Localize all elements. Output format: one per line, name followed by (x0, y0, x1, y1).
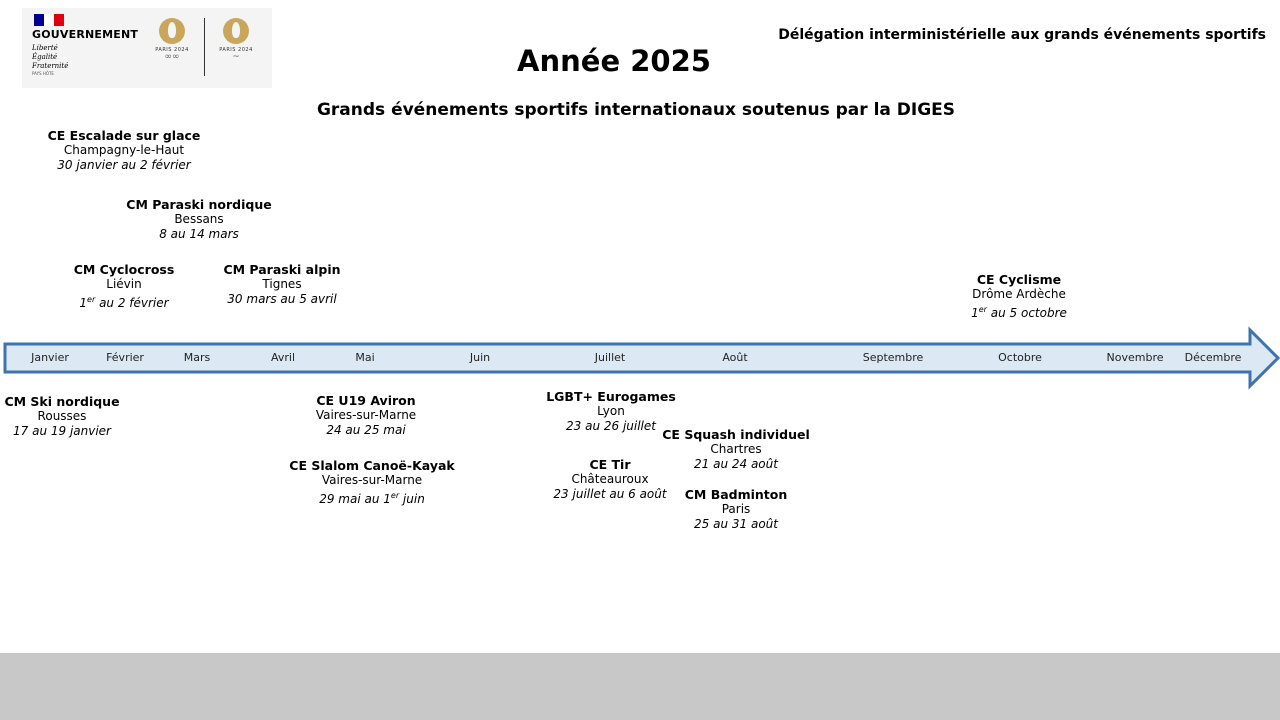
event-dates: 23 juillet au 6 août (553, 487, 667, 501)
paralympic-flame-icon (223, 18, 249, 44)
event-name: CE Squash individuel (662, 427, 810, 442)
event-place: Liévin (106, 277, 142, 291)
month-octobre: Octobre (998, 351, 1042, 364)
month-decembre: Décembre (1184, 351, 1242, 364)
event-place: Vaires-sur-Marne (321, 473, 423, 487)
month-juin: Juin (469, 351, 491, 364)
event-dates: 29 mai au 1er juin (319, 491, 425, 506)
event-card (685, 487, 788, 532)
motto-liberte: Liberté (32, 44, 58, 52)
government-sub: PAYS HÔTE (32, 71, 54, 76)
event-dates: 30 mars au 5 avril (227, 292, 337, 306)
event-place: Lyon (597, 404, 625, 418)
event-dates: 21 au 24 août (694, 457, 778, 471)
event-card (289, 458, 454, 507)
event-dates: 24 au 25 mai (326, 423, 406, 437)
paris-2024-para-label: PARIS 2024 (219, 47, 253, 53)
event-name: CM Ski nordique (4, 394, 120, 409)
event-dates: 1er au 2 février (79, 295, 169, 310)
paris-2024-label: PARIS 2024 (155, 47, 189, 53)
month-mai: Mai (355, 351, 375, 364)
event-dates: 1er au 5 octobre (971, 305, 1067, 320)
event-place: Vaires-sur-Marne (315, 408, 417, 422)
event-name: CM Cyclocross (73, 262, 175, 277)
month-mars: Mars (183, 351, 211, 364)
event-card (126, 197, 271, 242)
paralympic-agitos-icon: ~ (232, 52, 240, 62)
event-name: CE Cyclisme (976, 272, 1062, 287)
event-name: CE Escalade sur glace (47, 128, 201, 143)
month-juillet: Juillet (594, 351, 626, 364)
event-name: CM Paraski alpin (223, 262, 341, 277)
event-card (553, 457, 666, 502)
month-janvier: Janvier (31, 351, 69, 364)
event-place: Rousses (37, 409, 87, 423)
french-flag-icon (34, 14, 64, 26)
event-place: Tignes (262, 277, 302, 291)
event-place: Drôme Ardèche (972, 287, 1066, 301)
motto-egalite: Égalité (32, 53, 58, 61)
page-subtitle: Grands événements sportifs internationaux soutenus par la DIGES (316, 100, 956, 120)
delegation-name: Délégation interministérielle aux grands événements sportifs (778, 27, 1266, 43)
event-name: CE Slalom Canoë-Kayak (289, 458, 455, 473)
event-place: Châteauroux (571, 472, 649, 486)
event-card (662, 427, 810, 472)
event-card (74, 262, 175, 311)
month-aout: Août (722, 351, 748, 364)
month-novembre: Novembre (1106, 351, 1164, 364)
motto-fraternite: Fraternité (32, 62, 69, 70)
event-card (316, 393, 416, 438)
event-dates: 8 au 14 mars (159, 227, 239, 241)
event-card (48, 128, 201, 173)
footer-band (0, 653, 1280, 720)
event-card (4, 394, 119, 439)
event-place: Paris (721, 502, 751, 516)
month-avril: Avril (270, 351, 296, 364)
event-name: CM Badminton (684, 487, 788, 502)
event-dates: 30 janvier au 2 février (57, 158, 191, 172)
event-place: Chartres (710, 442, 762, 456)
page-title: Année 2025 (517, 44, 711, 78)
olympic-flame-icon (159, 18, 185, 44)
event-dates: 23 au 26 juillet (566, 419, 656, 433)
month-fevrier: Février (106, 351, 144, 364)
event-card (546, 389, 676, 434)
event-card (223, 262, 340, 307)
event-place: Champagny-le-Haut (63, 143, 185, 157)
event-name: LGBT+ Eurogames (546, 389, 676, 404)
government-name: GOUVERNEMENT (32, 28, 139, 41)
event-name: CE U19 Aviron (316, 393, 416, 408)
event-place: Bessans (174, 212, 224, 226)
olympic-rings-icon: ∞∞ (164, 52, 180, 62)
month-septembre: Septembre (862, 351, 924, 364)
event-name: CE Tir (589, 457, 631, 472)
event-name: CM Paraski nordique (126, 197, 272, 212)
event-card (971, 272, 1067, 321)
event-dates: 17 au 19 janvier (13, 424, 111, 438)
event-dates: 25 au 31 août (694, 517, 778, 531)
